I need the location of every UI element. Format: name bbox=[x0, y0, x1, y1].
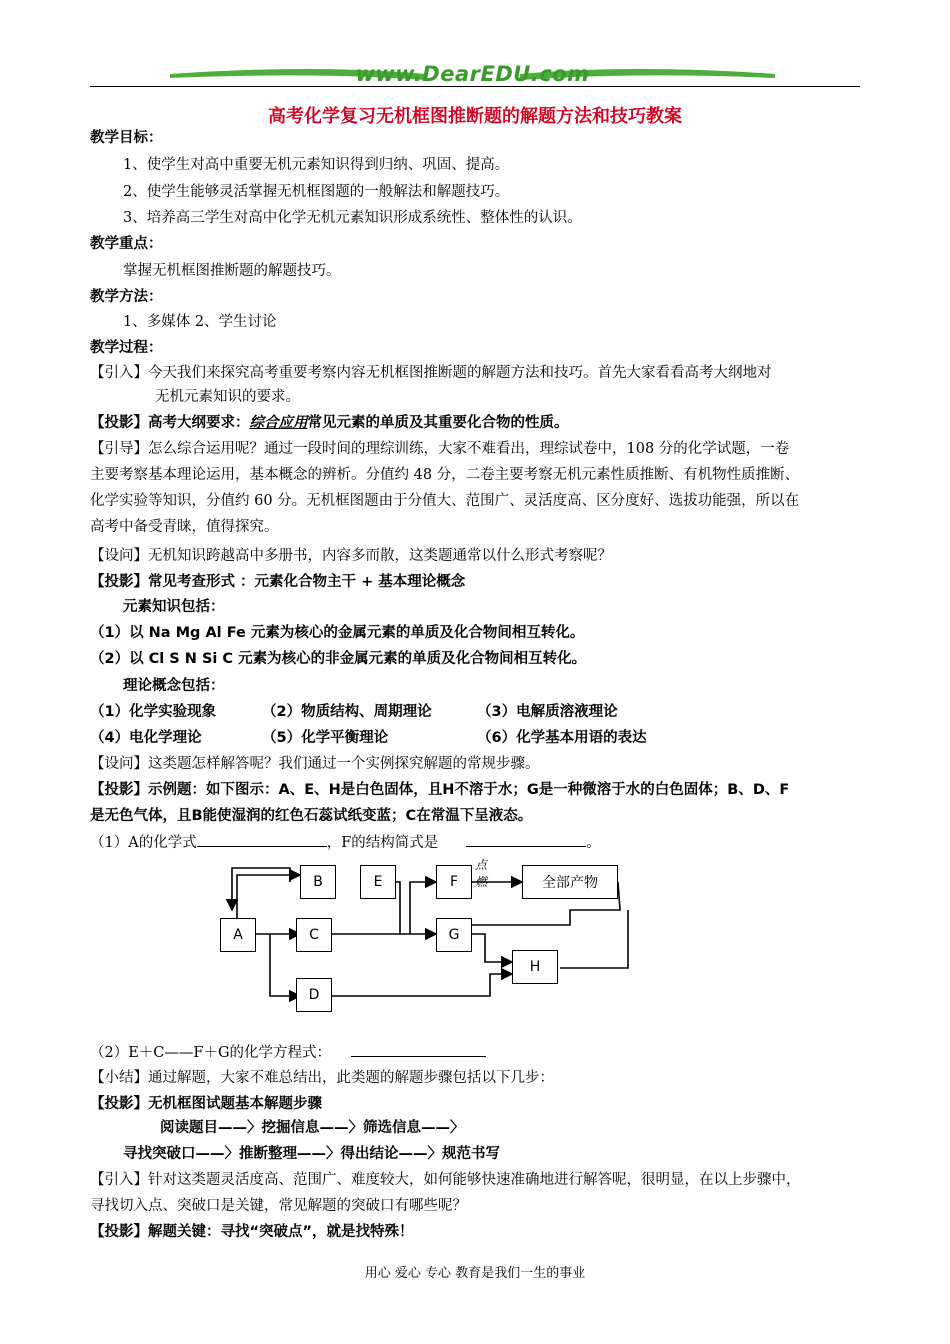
guide-line1: 【引导】怎么综合运用呢？通过一段时间的理综训练，大家不难看出，理综试卷中，108 分的化学试题，一卷 bbox=[90, 441, 790, 457]
proj5-line: 【投影】解题关键：寻找“突破点”，就是找特殊！ bbox=[90, 1224, 414, 1240]
answer-blank-f[interactable] bbox=[466, 832, 586, 847]
goals-heading: 教学目标： bbox=[90, 130, 163, 146]
site-banner bbox=[165, 60, 780, 92]
guide-line2: 主要考察基本理论运用，基本概念的辨析。分值约 48 分，二卷主要考察无机元素性质推断、有机物性质推断、 bbox=[90, 467, 800, 483]
node-e: E bbox=[360, 865, 396, 899]
node-h: H bbox=[512, 950, 558, 984]
question2: 【设问】这类题怎样解答呢？我们通过一个实例探究解题的常规步骤。 bbox=[90, 756, 540, 772]
intro1-line1: 【引入】今天我们来探究高考重要考察内容无机框图推断题的解题方法和技巧。首先大家看看高考大纲地对 bbox=[90, 365, 772, 381]
ignite-label: 点燃 bbox=[475, 858, 488, 889]
node-a: A bbox=[220, 918, 256, 952]
method-heading: 教学方法： bbox=[90, 289, 163, 305]
process-heading: 教学过程： bbox=[90, 340, 163, 356]
guide-line3: 化学实验等知识，分值约 60 分。无机框图题由于分值大、范围广、灵活度高、区分度好、选拔功能强，所以在 bbox=[90, 493, 800, 509]
method-text: 1、多媒体 2、学生讨论 bbox=[123, 314, 277, 330]
node-c: C bbox=[296, 918, 332, 952]
node-d: D bbox=[296, 978, 332, 1012]
page-footer: 用心 爱心 专心 教育是我们一生的事业 bbox=[364, 1266, 586, 1281]
focus-heading: 教学重点： bbox=[90, 236, 163, 252]
node-b: B bbox=[300, 865, 336, 899]
element-item-1: （1）以 Na Mg Al Fe 元素为核心的金属元素的单质及化合物间相互转化。 bbox=[90, 625, 585, 641]
sub-question-1: （1）A的化学式 ，F的结构简式是 。 bbox=[90, 832, 601, 853]
header-divider bbox=[90, 86, 860, 87]
goal-item-1: 1、使学生对高中重要无机元素知识得到归纳、巩固、提高。 bbox=[123, 157, 510, 173]
summary-line: 【小结】通过解题，大家不难总结出，此类题的解题步骤包括以下几步： bbox=[90, 1070, 554, 1086]
proj2-line: 【投影】常见考查形式 ：元素化合物主干 + 基本理论概念 bbox=[90, 574, 466, 590]
theory-heading: 理论概念包括： bbox=[123, 678, 225, 694]
sub-question-2: （2）E＋C——F＋G的化学方程式： bbox=[90, 1042, 486, 1063]
steps-line-2: 寻找突破口——〉推断整理——〉得出结论——〉规范书写 bbox=[123, 1146, 500, 1162]
intro1-line2: 无机元素知识的要求。 bbox=[155, 389, 300, 405]
goal-item-2: 2、使学生能够灵活掌握无机框图题的一般解法和解题技巧。 bbox=[123, 184, 510, 200]
node-f: F bbox=[436, 865, 472, 899]
theory-row-1: （1）化学实验现象 （2）物质结构、周期理论 （3）电解质溶液理论 bbox=[90, 704, 618, 720]
intro2-line2: 寻找切入点、突破口是关键，常见解题的突破口有哪些呢？ bbox=[90, 1198, 467, 1214]
goal-item-3: 3、培养高三学生对高中化学无机元素知识形成系统性、整体性的认识。 bbox=[123, 210, 582, 226]
intro2-line1: 【引入】针对这类题灵活度高、范围广、难度较大，如何能够快速准确地进行解答呢，很明显，在以上步骤中， bbox=[90, 1172, 801, 1188]
proj1-line: 【投影】高考大纲要求：综合应用常见元素的单质及其重要化合物的性质。 bbox=[90, 415, 569, 431]
focus-text: 掌握无机框图推断题的解题技巧。 bbox=[123, 263, 341, 279]
proj4-line: 【投影】无机框图试题基本解题步骤 bbox=[90, 1096, 322, 1112]
node-all-products: 全部产物 bbox=[522, 865, 618, 899]
theory-row-2: （4）电化学理论 （5）化学平衡理论 （6）化学基本用语的表达 bbox=[90, 730, 647, 746]
node-g: G bbox=[436, 918, 472, 952]
element-item-2: （2）以 Cl S N Si C 元素为核心的非金属元素的单质及化合物间相互转化。 bbox=[90, 651, 587, 667]
answer-blank-equation[interactable] bbox=[351, 1042, 486, 1057]
proj3-line1: 【投影】示例题：如下图示：A、E、H是白色固体，且H不溶于水；G是一种微溶于水的白色固体；B、D、F bbox=[90, 782, 790, 798]
page-title: 高考化学复习无机框图推断题的解题方法和技巧教案 bbox=[268, 106, 682, 127]
question1: 【设问】无机知识跨越高中多册书，内容多而散，这类题通常以什么形式考察呢？ bbox=[90, 548, 612, 564]
elements-heading: 元素知识包括： bbox=[123, 599, 225, 615]
guide-line4: 高考中备受青睐，值得探究。 bbox=[90, 519, 279, 535]
site-url[interactable]: www.DearEDU.com bbox=[355, 62, 590, 86]
steps-line-1: 阅读题目——〉挖掘信息——〉筛选信息——〉 bbox=[160, 1120, 465, 1136]
answer-blank-a[interactable] bbox=[197, 832, 327, 847]
proj3-line2: 是无色气体，且B能使湿润的红色石蕊试纸变蓝；C在常温下呈液态。 bbox=[90, 808, 533, 824]
